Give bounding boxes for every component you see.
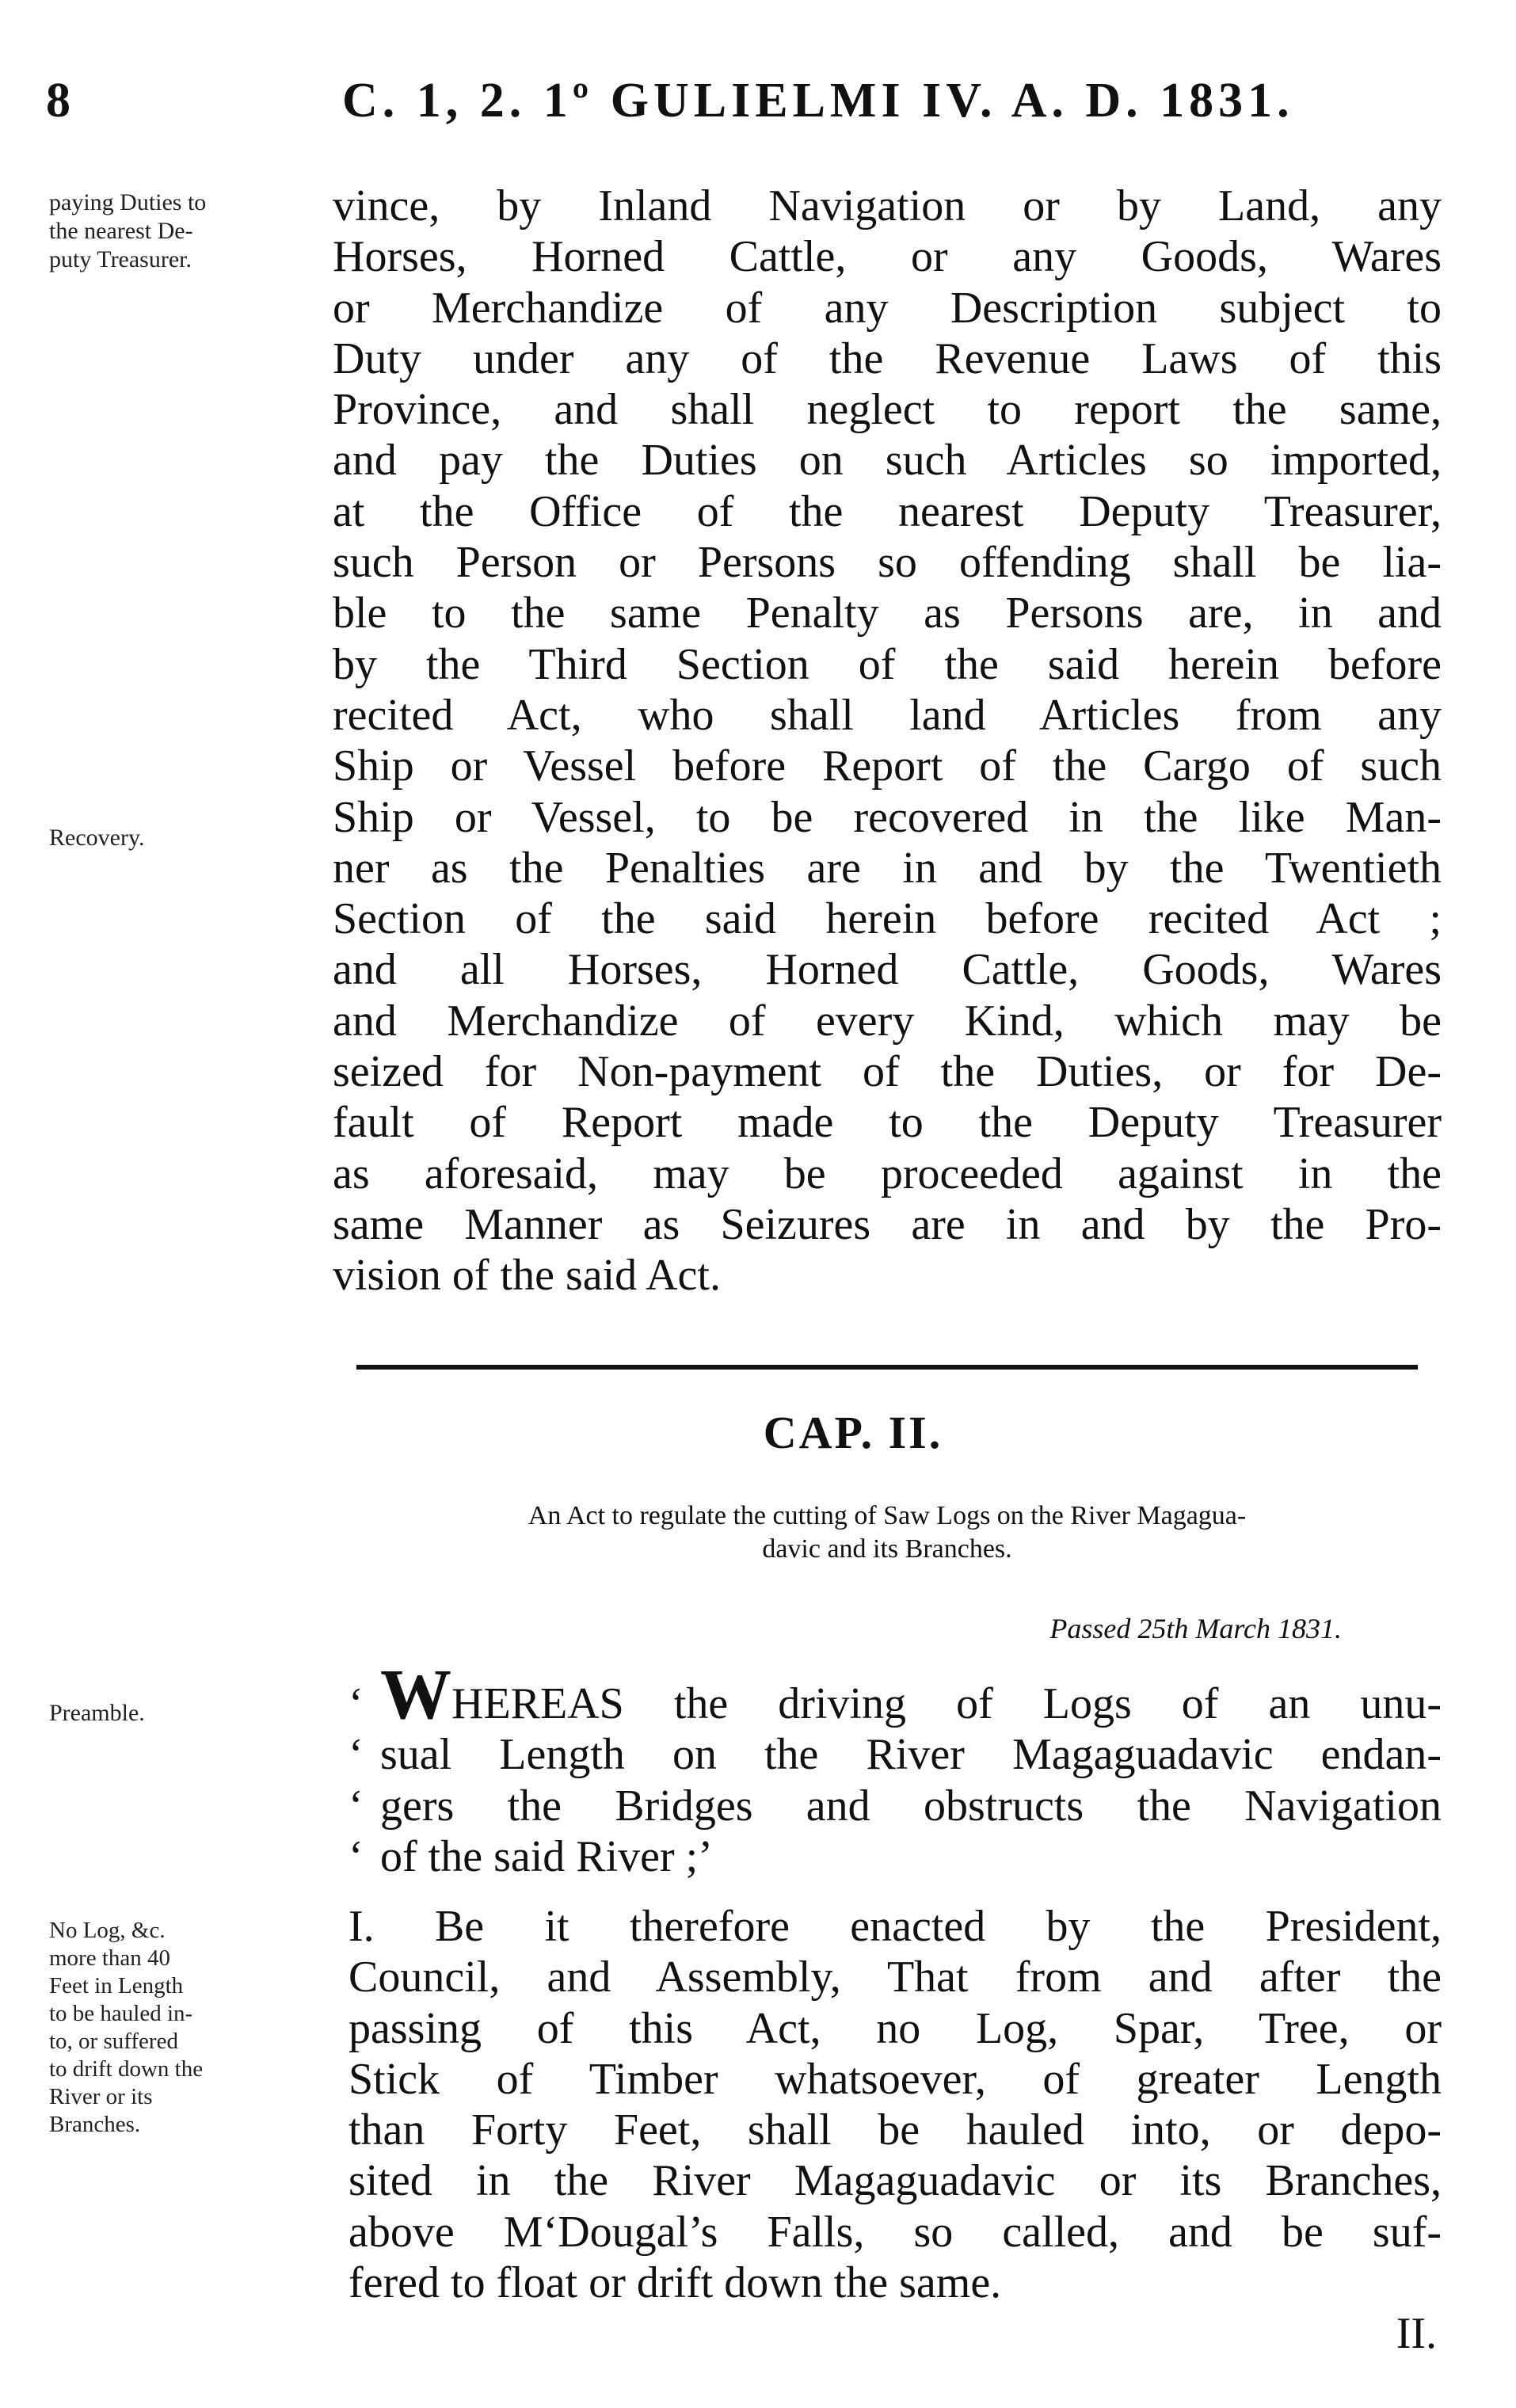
text-line: fered to float or drift down the same. [349,2258,1002,2308]
preamble-line: ‘ WHEREAS the driving of Logs of an unu- [349,1656,1442,1734]
text-line: Duty under any of the Revenue Laws of this [333,333,1442,383]
text-line: passing of this Act, no Log, Spar, Tree, or [349,2003,1442,2053]
text-line: ner as the Penalties are in and by the Twentieth [333,843,1442,893]
preamble-line: ‘ of the said River ;’ [349,1831,713,1881]
text-line: Province, and shall neglect to report the same, [333,385,1442,435]
text-line: and pay the Duties on such Articles so imported, [333,436,1442,486]
text-line: vince, by Inland Navigation or by Land, any [333,181,1442,231]
text-line: same Manner as Seizures are in and by the Pro- [333,1199,1442,1249]
drop-capital: W [380,1656,451,1734]
enactment-text [349,1901,1442,2308]
text-line: seized for Non-payment of the Duties, or for De- [333,1047,1442,1097]
margin-note-no-log: No Log, &c. more than 40 Feet in Length to be hauled in- to, or suffered to drift down the River or its Branches. [49,1918,204,2137]
passed-date: Passed 25th March 1831. [1049,1613,1342,1644]
text-line: Ship or Vessel, to be recovered in the like Man- [333,792,1442,842]
text-line: and Merchandize of every Kind, which may be [333,996,1442,1046]
catchword: II. [1396,2309,1437,2358]
text-line: I. Be it therefore enacted by the President, [349,1902,1442,1951]
text-line: Horses, Horned Cattle, or any Goods, Wares [333,232,1442,282]
text-line: at the Office of the nearest Deputy Treasurer, [333,486,1442,536]
act-title: An Act to regulate the cutting of Saw Logs on the River Magagua- davic and its Branches. [528,1501,1247,1564]
text-line: Section of the said herein before recited Act ; [333,894,1442,944]
page-header [0,73,1516,144]
text-line: Stick of Timber whatsoever, of greater Length [349,2054,1442,2104]
text-line: fault of Report made to the Deputy Treasurer [333,1098,1442,1148]
text-line: ble to the same Penalty as Persons are, in and [333,589,1442,638]
chapter-heading: CAP. II. [763,1407,943,1458]
text-line: or Merchandize of any Description subject to [333,283,1442,333]
text-line: vision of the said Act. [333,1251,721,1301]
preamble-line: ‘ gers the Bridges and obstructs the Navigation [349,1781,1442,1831]
text-line: sited in the River Magaguadavic or its Branches, [349,2156,1442,2206]
margin-note-paying-duties: paying Duties to the nearest De- puty Treasurer. [49,189,207,272]
text-line: above M‘Dougal’s Falls, so called, and be suf- [349,2207,1442,2257]
preamble-text [349,1656,1442,1882]
text-line: Ship or Vessel before Report of the Cargo of such [333,741,1442,791]
text-line: than Forty Feet, shall be hauled into, or depo- [349,2105,1442,2155]
margin-note-recovery: Recovery. [49,825,145,851]
section-text [333,181,1442,1301]
text-line: recited Act, who shall land Articles from any [333,690,1442,740]
preamble-line: ‘ sual Length on the River Magaguadavic endan- [349,1730,1442,1780]
section-divider [356,1365,1418,1370]
text-line: such Person or Persons so offending shall be lia- [333,538,1442,588]
text-line: Council, and Assembly, That from and after the [349,1953,1442,2002]
text-line: and all Horses, Horned Cattle, Goods, Wares [333,945,1442,995]
page-number: 8 [46,74,70,128]
text-line: as aforesaid, may be proceeded against in the [333,1149,1442,1198]
margin-note-preamble: Preamble. [49,1700,145,1726]
text-line: by the Third Section of the said herein before [333,639,1442,689]
running-title: C. 1, 2. 1º GULIELMI IV. A. D. 1831. [342,74,1294,128]
